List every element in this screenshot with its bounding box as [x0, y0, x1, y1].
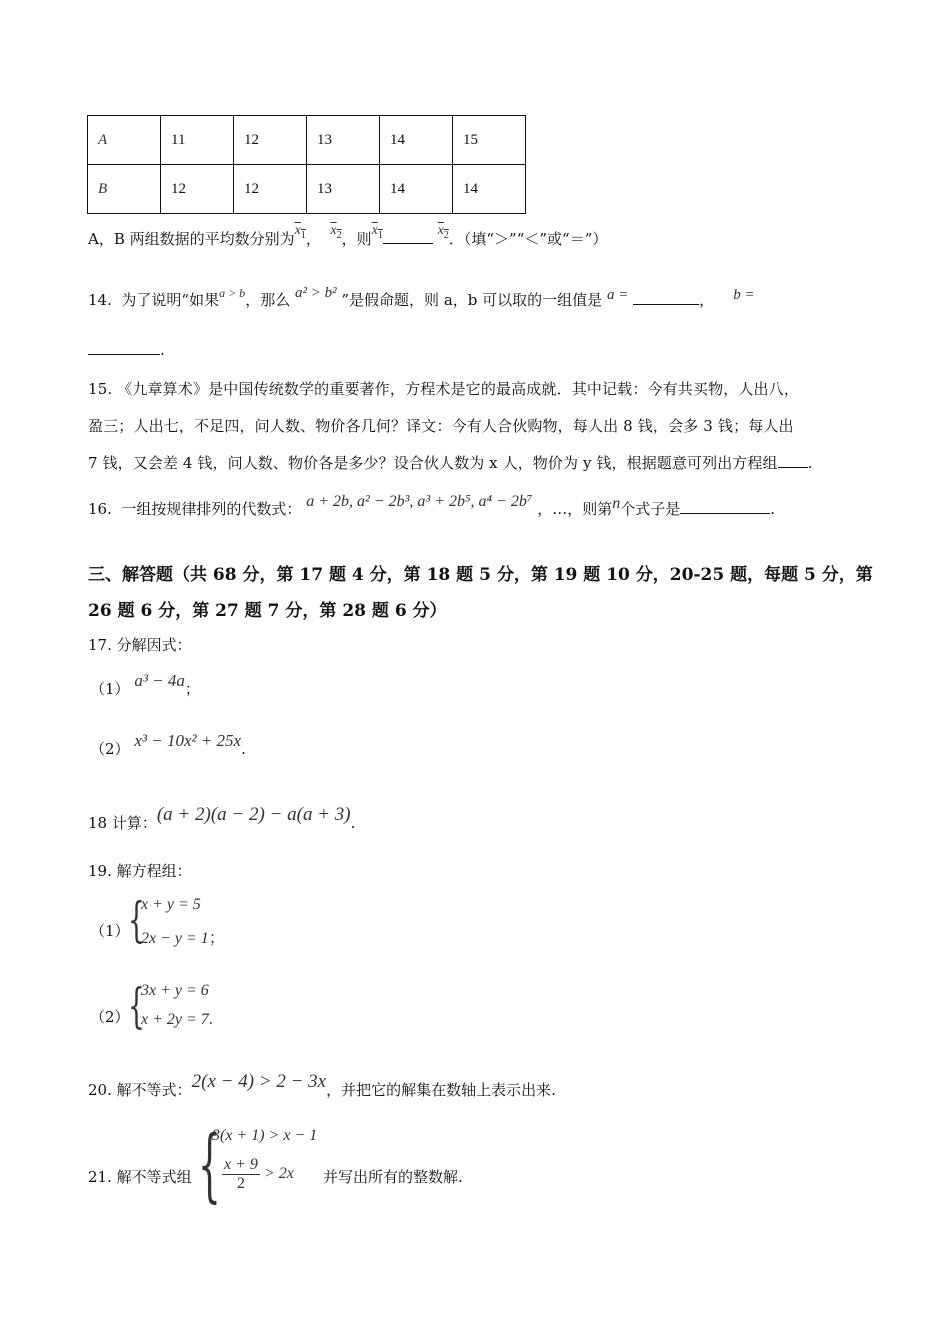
q13-text: A，B 两组数据的平均数分别为 [88, 230, 295, 248]
table-cell: A [88, 116, 161, 165]
q14-line [88, 285, 755, 310]
table-row [88, 116, 526, 165]
answer-blank-a[interactable] [633, 290, 699, 305]
answer-blank-b[interactable] [88, 340, 160, 355]
x1-bar-symbol: $x_1$ [371, 223, 383, 241]
q20-expression: 2(x − 4) > 2 − 3x [191, 1071, 327, 1092]
question-number: 16. [88, 500, 112, 518]
q16-text: 一组按规律排列的代数式： [121, 500, 302, 518]
q17-expr2: x³ − 10x² + 25x [134, 731, 242, 750]
a-equals: a = [606, 287, 629, 303]
q19-title: 19. 解方程组： [88, 862, 192, 880]
q21-text: 并写出所有的整数解. [323, 1168, 463, 1186]
table-cell: 14 [453, 165, 526, 214]
q14-text: 为了说明“如果 [121, 291, 220, 309]
q19-p2-eq1: 3x + y = 6 [141, 982, 209, 999]
q16-line [88, 493, 776, 519]
answer-blank[interactable] [680, 499, 770, 514]
q15-line3 [88, 452, 812, 473]
table-cell: 12 [234, 165, 307, 214]
q21-title: 21. 解不等式组 [88, 1168, 192, 1186]
q16-expression: a + 2b, a² − 2b³, a³ + 2b⁵, a⁴ − 2b⁷ [306, 493, 533, 510]
brace-icon: { [198, 1118, 221, 1211]
table-cell: 12 [161, 165, 234, 214]
q15-line1: 15. 《九章算术》是中国传统数学的重要著作，方程术是它的最高成就．其中记载：今有共买物，人出八， [88, 380, 799, 398]
period: . [350, 814, 356, 832]
q13-text: ．（填“＞”“＜”或“＝”） [448, 230, 608, 248]
section-heading-cont: 26 题 6 分，第 27 题 7 分，第 28 题 6 分） [88, 601, 447, 621]
q15-text: 7 钱，又会差 4 钱，问人数、物价各是多少？设合伙人数为 x 人，物价为 y 钱，根据题意可列出方程组 [88, 454, 778, 472]
fraction [222, 1156, 260, 1193]
question-number: 14. [88, 291, 112, 309]
x1-bar-symbol: $x_1$ [294, 223, 306, 241]
q18-expression: (a + 2)(a − 2) − a(a + 3) [156, 804, 351, 825]
q17-part2 [90, 731, 246, 759]
q20-text: ，并把它的解集在数轴上表示出来. [326, 1081, 556, 1099]
data-table [87, 115, 526, 214]
q19-p2-eq2: x + 2y = 7. [141, 1011, 213, 1028]
q21-ineq1: 3(x + 1) > x − 1 [212, 1127, 318, 1144]
q18-line [88, 804, 356, 834]
x2-bar-symbol: $x_2$ [330, 223, 342, 241]
q14-conclusion: a² > b² [294, 285, 337, 301]
brace-icon: { [128, 892, 145, 948]
part-label: （2） [90, 740, 130, 758]
q15-line2: 盈三；人出七，不足四，问人数、物价各几何？译文：今有人合伙购物，每人出 8 钱，会多 3 钱；每人出 [88, 417, 794, 435]
table-cell: 13 [307, 116, 380, 165]
answer-blank[interactable] [383, 229, 433, 244]
numerator: x + 9 [224, 1156, 258, 1173]
table-cell: 11 [161, 116, 234, 165]
brace-icon: { [128, 978, 145, 1034]
n-symbol: n [612, 495, 621, 512]
x2-bar-symbol: $x_2$ [437, 223, 449, 241]
q16-text: ，…，则第 [537, 500, 613, 518]
answer-blank[interactable] [778, 453, 808, 468]
part-label: （2） [90, 1008, 130, 1026]
q21-ineq2 [222, 1156, 294, 1193]
part-label: （1） [90, 922, 130, 940]
q21-rhs: > 2x [263, 1165, 294, 1183]
q19-p1-eq2: 2x − y = 1； [141, 930, 225, 947]
q14-line2 [88, 340, 165, 359]
period: . [160, 341, 165, 359]
q14-text: ，那么 [245, 291, 291, 309]
q20-title: 20. 解不等式： [88, 1081, 192, 1099]
table-cell: 14 [380, 116, 453, 165]
section-heading: 三、解答题（共 68 分，第 17 题 4 分，第 18 题 5 分，第 19 题 10 分，20-25 题，每题 5 分，第 [88, 565, 873, 585]
q18-title: 18 计算： [88, 814, 157, 832]
q13-line [88, 223, 608, 251]
denominator: 2 [236, 1175, 245, 1192]
b-equals: b = [733, 287, 755, 303]
table-cell: B [88, 165, 161, 214]
q14-text: ”是假命题，则 a，b 可以取的一组值是 [341, 291, 603, 309]
q17-expr1: a³ − 4a [134, 671, 185, 690]
semicolon: ； [184, 680, 200, 698]
q20-line [88, 1071, 556, 1101]
table-cell: 15 [453, 116, 526, 165]
q19-p1-eq1: x + y = 5 [141, 896, 201, 913]
q17-part1 [90, 671, 200, 699]
table-cell: 14 [380, 165, 453, 214]
table-cell: 12 [234, 116, 307, 165]
q17-title: 17. 分解因式： [88, 636, 192, 654]
table-cell: 13 [307, 165, 380, 214]
q13-comma: ， [305, 230, 321, 248]
period: . [770, 500, 776, 518]
q16-text: 个式子是 [620, 500, 681, 518]
period: . [241, 740, 246, 758]
part-label: （1） [90, 680, 130, 698]
table-row [88, 165, 526, 214]
period: . [807, 454, 813, 472]
q13-text: ，则 [341, 230, 372, 248]
q14-condition: a > b [219, 286, 246, 300]
q14-comma: ， [699, 291, 715, 309]
